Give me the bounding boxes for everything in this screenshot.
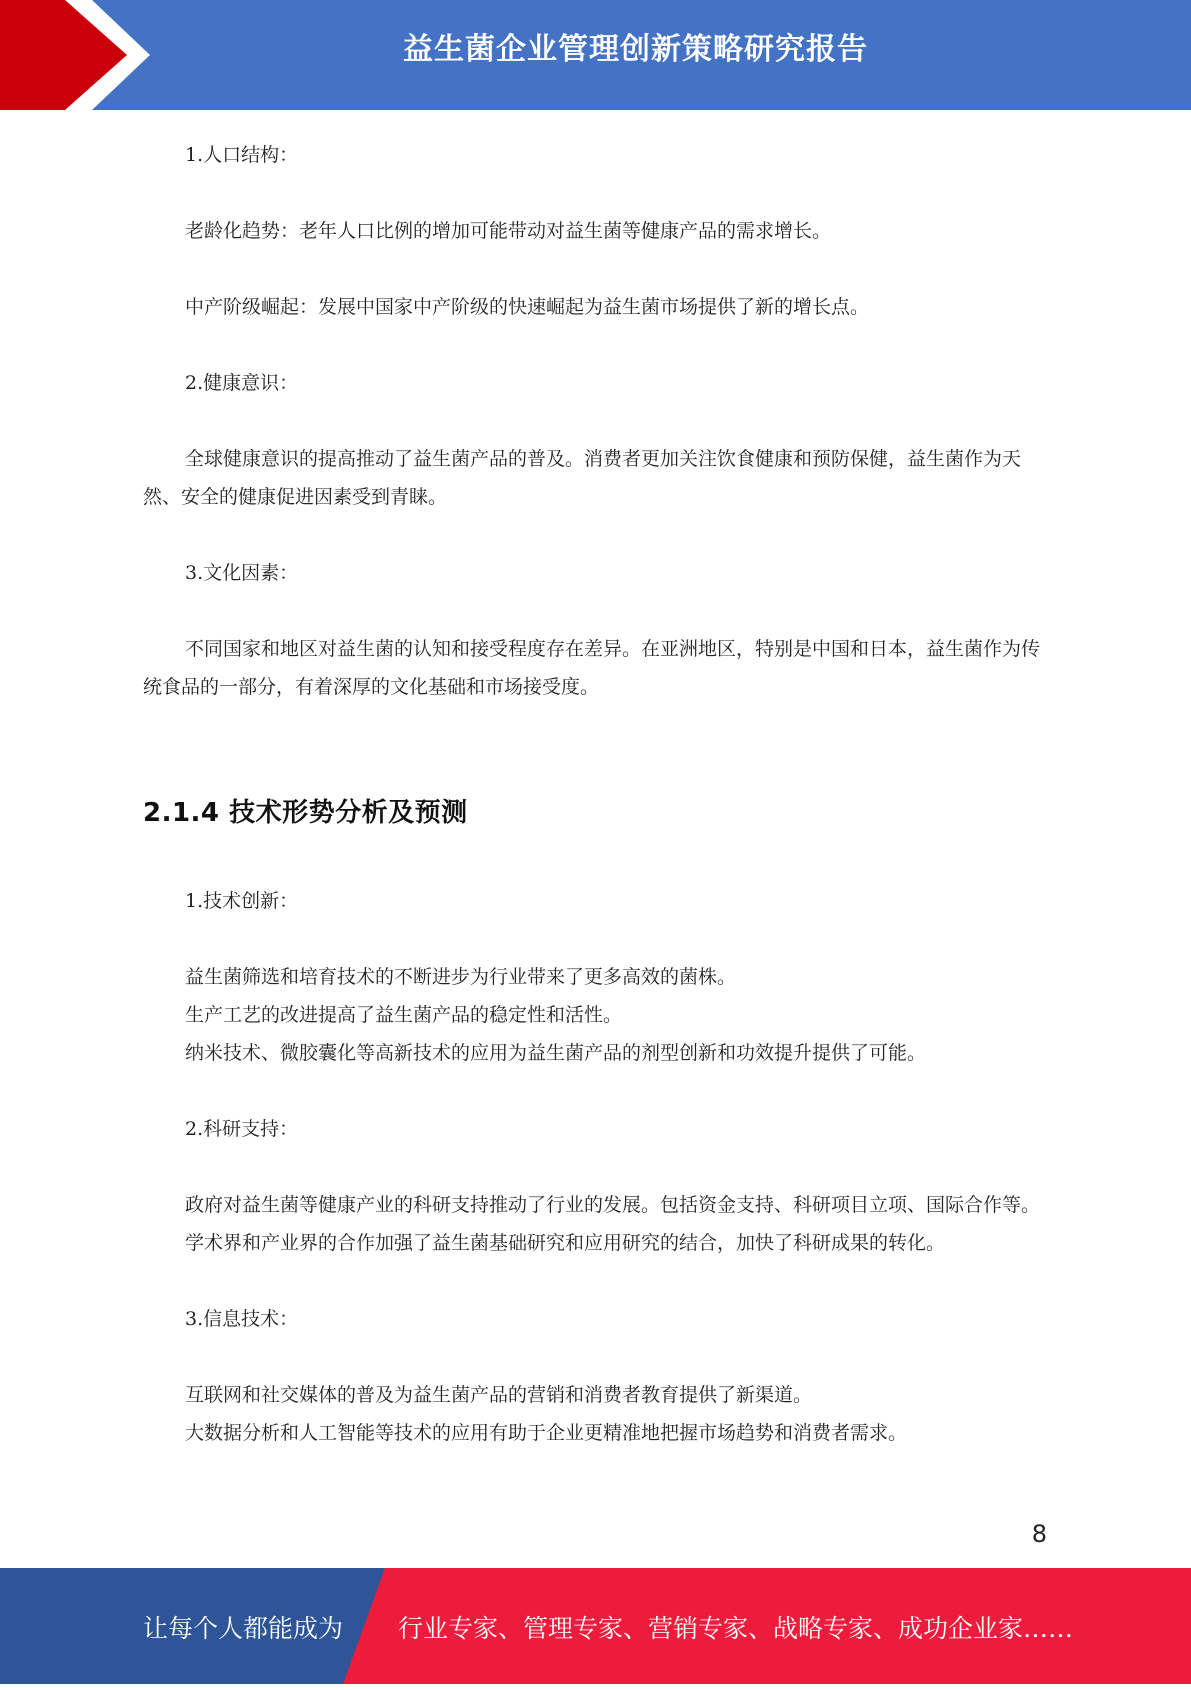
list-item: 生产工艺的改进提高了益生菌产品的稳定性和活性。 <box>185 1004 623 1026</box>
it-heading: 3.信息技术： <box>185 1308 299 1330</box>
page-header <box>0 0 1191 110</box>
page-footer <box>0 1568 1191 1684</box>
footer-slogan-left: 让每个人都能成为 <box>143 1614 344 1643</box>
health-heading: 2.健康意识： <box>185 372 299 394</box>
population-heading: 1.人口结构： <box>185 144 299 166</box>
header-chevron-decoration <box>0 0 160 110</box>
document-body <box>143 136 1045 1452</box>
culture-paragraph: 不同国家和地区对益生菌的认知和接受程度存在差异。在亚洲地区，特别是中国和日本，益生菌作为传统食品的一部分，有着深厚的文化基础和市场接受度。 <box>143 638 1041 698</box>
footer-slogan-right: 行业专家、管理专家、营销专家、战略专家、成功企业家…… <box>398 1614 1074 1643</box>
header-title: 益生菌企业管理创新策略研究报告 <box>403 32 868 67</box>
innovation-heading: 1.技术创新： <box>185 890 299 912</box>
section-title-tech: 2.1.4 技术形势分析及预测 <box>143 798 468 828</box>
middle-class-text: 中产阶级崛起：发展中国家中产阶级的快速崛起为益生菌市场提供了新的增长点。 <box>185 296 870 318</box>
aging-trend-text: 老龄化趋势：老年人口比例的增加可能带动对益生菌等健康产品的需求增长。 <box>185 220 832 242</box>
page-number: 8 <box>1031 1520 1047 1548</box>
list-item: 益生菌筛选和培育技术的不断进步为行业带来了更多高效的菌株。 <box>185 966 737 988</box>
list-item: 纳米技术、微胶囊化等高新技术的应用为益生菌产品的剂型创新和功效提升提供了可能。 <box>185 1042 927 1064</box>
list-item: 互联网和社交媒体的普及为益生菌产品的营销和消费者教育提供了新渠道。 <box>185 1384 813 1406</box>
culture-heading: 3.文化因素： <box>185 562 299 584</box>
research-paragraph-2: 学术界和产业界的合作加强了益生菌基础研究和应用研究的结合，加快了科研成果的转化。 <box>185 1232 946 1254</box>
research-paragraph-1: 政府对益生菌等健康产业的科研支持推动了行业的发展。包括资金支持、科研项目立项、国际合作等。 <box>185 1194 1041 1216</box>
health-awareness-paragraph: 全球健康意识的提高推动了益生菌产品的普及。消费者更加关注饮食健康和预防保健，益生菌作为天然、安全的健康促进因素受到青睐。 <box>143 448 1022 508</box>
list-item: 大数据分析和人工智能等技术的应用有助于企业更精准地把握市场趋势和消费者需求。 <box>185 1422 908 1444</box>
research-heading: 2.科研支持： <box>185 1118 299 1140</box>
